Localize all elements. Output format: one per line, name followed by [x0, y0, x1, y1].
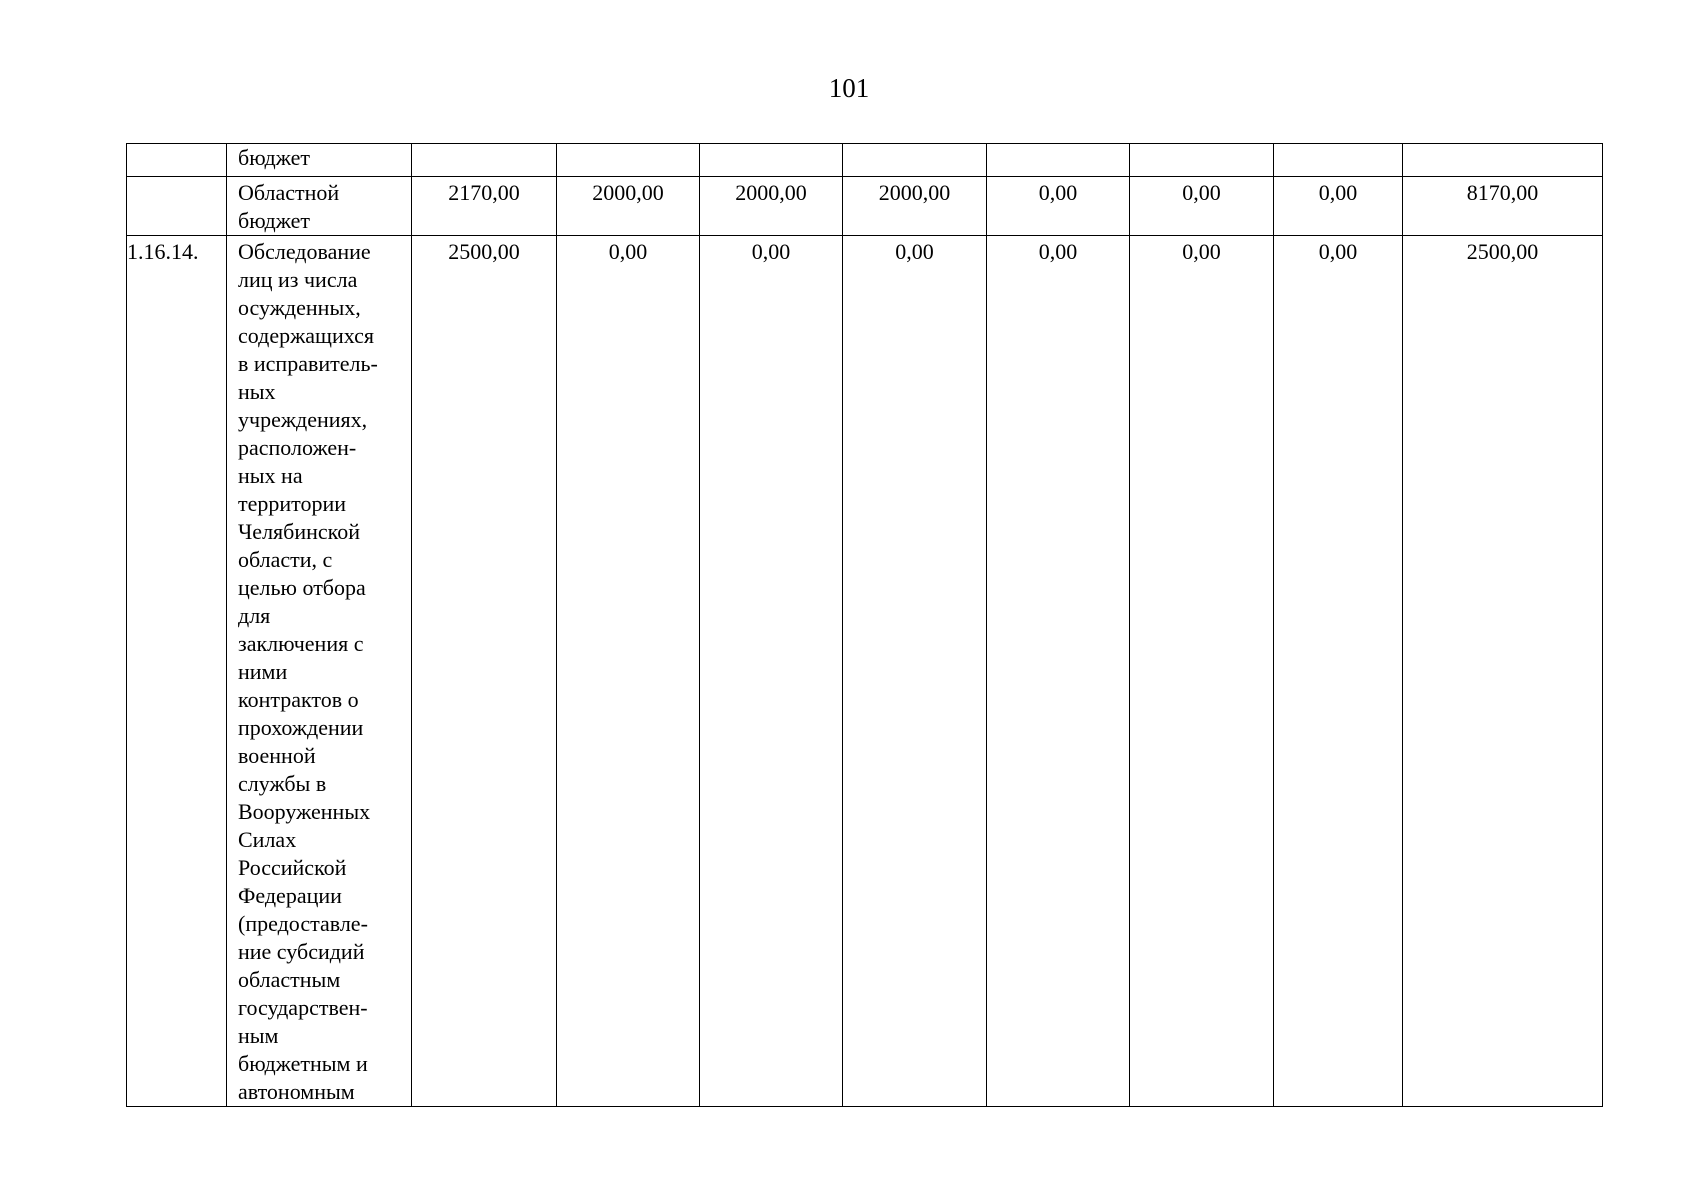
row-name-line: ных на: [238, 463, 303, 488]
row-name-cell: [227, 144, 412, 177]
value-cell: [987, 144, 1130, 177]
row-name-line: Российской: [238, 855, 347, 880]
value-cell: 0,00: [1274, 236, 1403, 1107]
row-name-line: территории: [238, 491, 347, 516]
row-name-line: в исправитель-: [238, 351, 378, 376]
budget-table: [126, 143, 1603, 1107]
row-name-line: бюджет: [238, 145, 310, 170]
value-cell: [843, 144, 987, 177]
value-cell: 2500,00: [1403, 236, 1603, 1107]
row-name-line: области, с: [238, 547, 333, 572]
value-cell: 2000,00: [557, 177, 700, 236]
value-cell: 0,00: [987, 177, 1130, 236]
row-name-line: учреждениях,: [238, 407, 368, 432]
row-name-line: ние субсидий: [238, 939, 365, 964]
row-name-line: прохождении: [238, 715, 364, 740]
value-cell: [1130, 144, 1274, 177]
table-row: [127, 144, 1603, 177]
row-name-line: ных: [238, 379, 276, 404]
row-name-cell: [227, 236, 412, 1107]
value-cell: 0,00: [1130, 177, 1274, 236]
row-name-line: осужденных,: [238, 295, 361, 320]
row-name-line: Областной: [238, 180, 340, 205]
row-name-line: (предоставле-: [238, 911, 368, 936]
value-cell: 0,00: [700, 236, 843, 1107]
table-row: [127, 236, 1603, 1107]
row-name-line: Силах: [238, 827, 297, 852]
row-name-line: областным: [238, 967, 341, 992]
value-cell: 0,00: [1274, 177, 1403, 236]
value-cell: [412, 144, 557, 177]
value-cell: 0,00: [843, 236, 987, 1107]
value-cell: [1403, 144, 1603, 177]
value-cell: 2000,00: [700, 177, 843, 236]
value-cell: 0,00: [557, 236, 700, 1107]
table-row: [127, 177, 1603, 236]
row-name-line: ними: [238, 659, 288, 684]
row-name-line: Челябинской: [238, 519, 361, 544]
value-cell: [700, 144, 843, 177]
row-name-line: бюджетным и: [238, 1051, 368, 1076]
row-code-cell: 1.16.14.: [127, 236, 227, 1107]
row-name-line: заключения с: [238, 631, 364, 656]
row-name-line: целью отбора: [238, 575, 366, 600]
row-name-line: для: [238, 603, 271, 628]
row-name-line: Вооруженных: [238, 799, 371, 824]
value-cell: [557, 144, 700, 177]
row-name-line: лиц из числа: [238, 267, 358, 292]
row-name-line: бюджет: [238, 208, 310, 233]
row-name-line: военной: [238, 743, 316, 768]
row-name-line: Обследование: [238, 239, 371, 264]
value-cell: 2170,00: [412, 177, 557, 236]
row-name-line: автономным: [238, 1079, 355, 1104]
value-cell: 2000,00: [843, 177, 987, 236]
row-name-line: ным: [238, 1023, 279, 1048]
row-name-line: государствен-: [238, 995, 368, 1020]
value-cell: 0,00: [987, 236, 1130, 1107]
row-code-cell: [127, 177, 227, 236]
page-number: 101: [828, 73, 870, 103]
row-code-cell: [127, 144, 227, 177]
value-cell: [1274, 144, 1403, 177]
value-cell: 0,00: [1130, 236, 1274, 1107]
row-name-line: расположен-: [238, 435, 357, 460]
row-name-line: Федерации: [238, 883, 342, 908]
row-name-line: содержащихся: [238, 323, 375, 348]
row-name-line: контрактов о: [238, 687, 359, 712]
value-cell: 8170,00: [1403, 177, 1603, 236]
table-body: [127, 144, 1603, 1107]
value-cell: 2500,00: [412, 236, 557, 1107]
row-name-cell: [227, 177, 412, 236]
row-name-line: службы в: [238, 771, 327, 796]
